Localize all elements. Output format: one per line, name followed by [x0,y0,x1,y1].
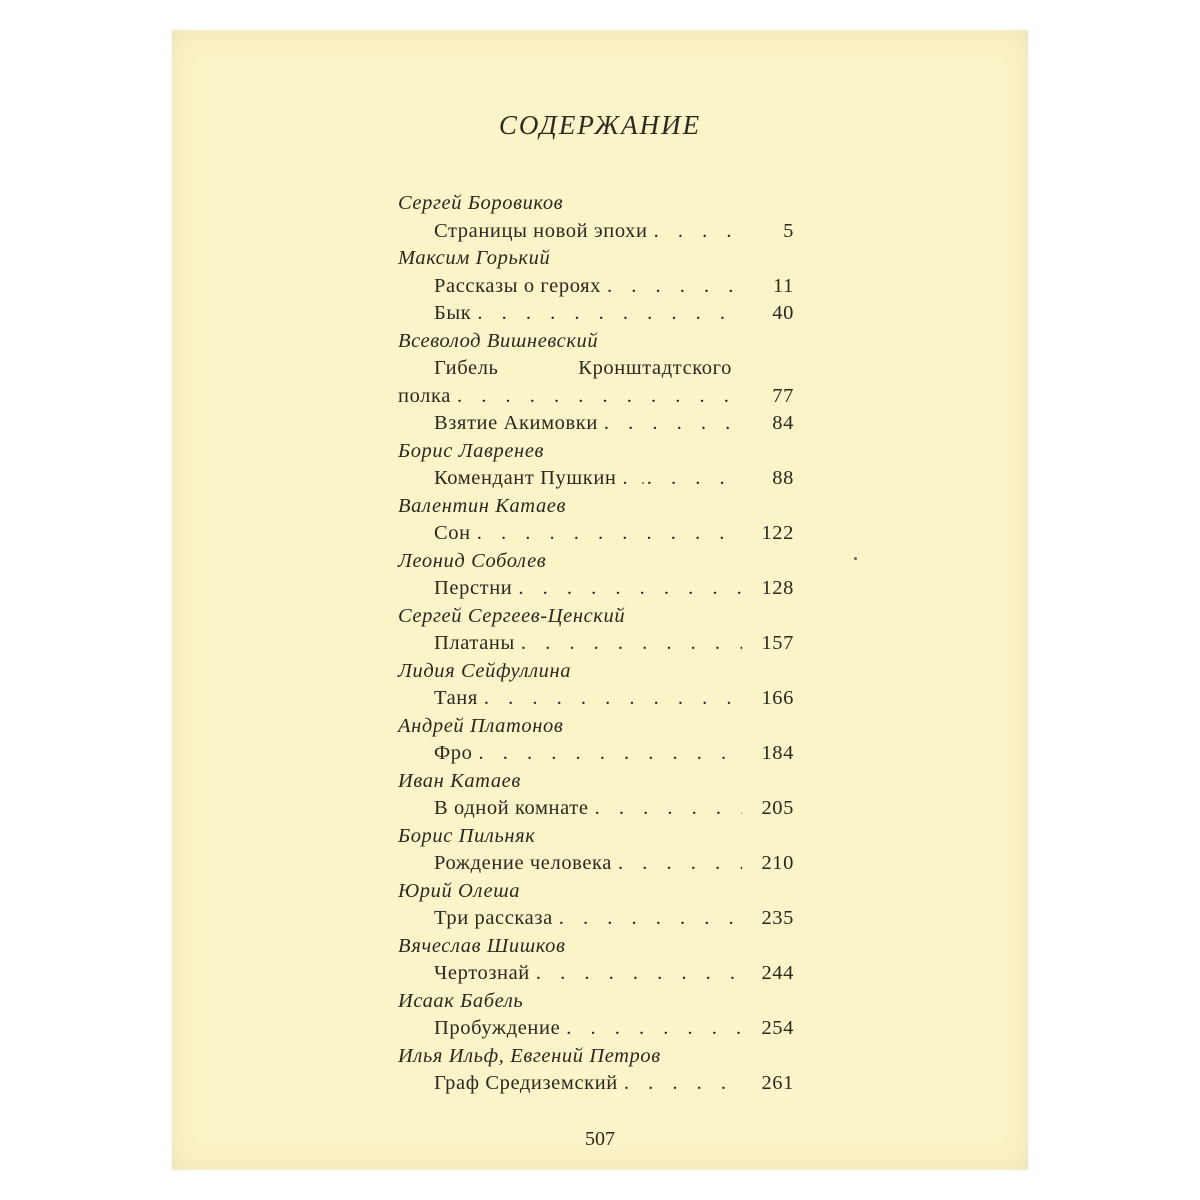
toc-entry-title: Рождение человека [434,852,612,874]
toc-page-number: 210 [761,852,794,874]
toc-entry [398,465,794,493]
toc-entry-title: Граф Средиземский [434,1072,618,1094]
toc-author: Максим Горький [398,247,551,269]
toc-page-number: 184 [761,742,794,764]
toc-author: Андрей Платонов [398,714,564,737]
toc-leader-dots [518,575,742,603]
toc-entry-title: Таня [434,687,478,709]
toc-entry-title-part: Кронштадтского [578,357,732,379]
toc-entry-title: Платаны [434,632,515,654]
toc-author: Сергей Сергеев-Ценский [398,604,626,627]
toc-entry-title: Комендант Пушкин [434,467,617,489]
toc-page-number: 11 [773,274,794,297]
toc-leader-dots [595,795,742,823]
toc-entry-title-part: Гибель [434,357,499,379]
toc-entry-title: Сон [434,522,471,544]
book-page [172,30,1028,1170]
toc-leader-dots [604,410,742,438]
toc-entry-title: Пробуждение [434,1017,561,1039]
toc-page-number: 235 [761,907,794,929]
page-number: 507 [585,1128,615,1150]
toc-entry-title: Перстни [434,577,513,599]
toc-author: Валентин Катаев [398,494,567,517]
toc-entry-title: Взятие Акимовки [434,412,598,434]
toc-page-number: 5 [783,219,794,242]
toc-page-number: 157 [761,632,794,654]
toc-entry [398,960,794,988]
toc-entry [398,1015,794,1043]
toc-entry-title-first-line [398,355,732,383]
toc-entry [398,795,794,823]
toc-author: Лидия Сейфуллина [398,659,572,682]
toc-leader-dots [484,685,742,713]
toc-entry [398,850,794,878]
toc-page-number: 128 [761,577,794,599]
toc-entry-title: полка [398,384,451,407]
toc-author: Сергей Боровиков [398,192,564,214]
toc-leader-dots [457,383,742,411]
page-title: СОДЕРЖАНИЕ [498,110,702,140]
toc-leader-dots [479,740,743,768]
toc-page-number: 122 [761,522,794,544]
toc-leader-dots [607,273,742,301]
toc-leader-dots [618,850,742,878]
toc-author: Борис Пильняк [398,824,536,847]
toc-entry-title: Три рассказа [434,907,553,929]
toc-entry [398,300,794,328]
toc-page-number: 166 [761,687,794,709]
toc-entry [398,575,794,603]
toc-author: Илья Ильф, Евгений Петров [398,1044,661,1067]
toc-leader-dots [559,905,742,933]
toc-entry-title: Бык [434,302,472,324]
toc-author: Исаак Бабель [398,989,524,1012]
toc-entry [398,905,794,933]
toc-entry [398,1070,794,1098]
toc-leader-dots [622,465,742,493]
paper-speck [642,482,644,484]
toc-page-number: 261 [761,1072,794,1094]
toc-leader-dots [536,960,742,988]
toc-page-number: 88 [772,467,794,489]
toc-page-number: 84 [772,412,794,434]
toc-page-number: 77 [772,384,794,407]
toc-leader-dots [624,1070,742,1098]
paper-speck [854,557,857,560]
toc-author: Всеволод Вишневский [398,329,599,352]
toc-leader-dots [521,630,742,658]
toc-page-number: 254 [761,1017,794,1039]
table-of-contents [398,190,794,1098]
toc-entry [398,740,794,768]
toc-entry-title: В одной комнате [434,797,589,819]
toc-entry [398,630,794,658]
toc-leader-dots [477,300,742,328]
toc-entry-title: Чертознай [434,962,530,984]
toc-page-number: 244 [761,962,794,984]
toc-entry-title: Фро [434,742,473,764]
toc-entry [398,218,794,246]
toc-entry-title: Рассказы о героях [434,274,602,297]
toc-entry [398,410,794,438]
toc-entry-title: Страницы новой эпохи [434,219,648,242]
toc-leader-dots [566,1015,742,1043]
toc-author: Иван Катаев [398,769,521,792]
toc-entry [398,520,794,548]
toc-entry [398,685,794,713]
toc-page-number: 205 [761,797,794,819]
toc-leader-dots [477,520,742,548]
toc-entry [398,273,794,301]
toc-entry [398,383,794,411]
toc-author: Юрий Олеша [398,879,521,902]
toc-author: Леонид Соболев [398,549,547,572]
toc-leader-dots [654,218,742,246]
toc-author: Вячеслав Шишков [398,934,566,957]
toc-page-number: 40 [772,302,794,324]
toc-author: Борис Лавренев [398,439,545,462]
